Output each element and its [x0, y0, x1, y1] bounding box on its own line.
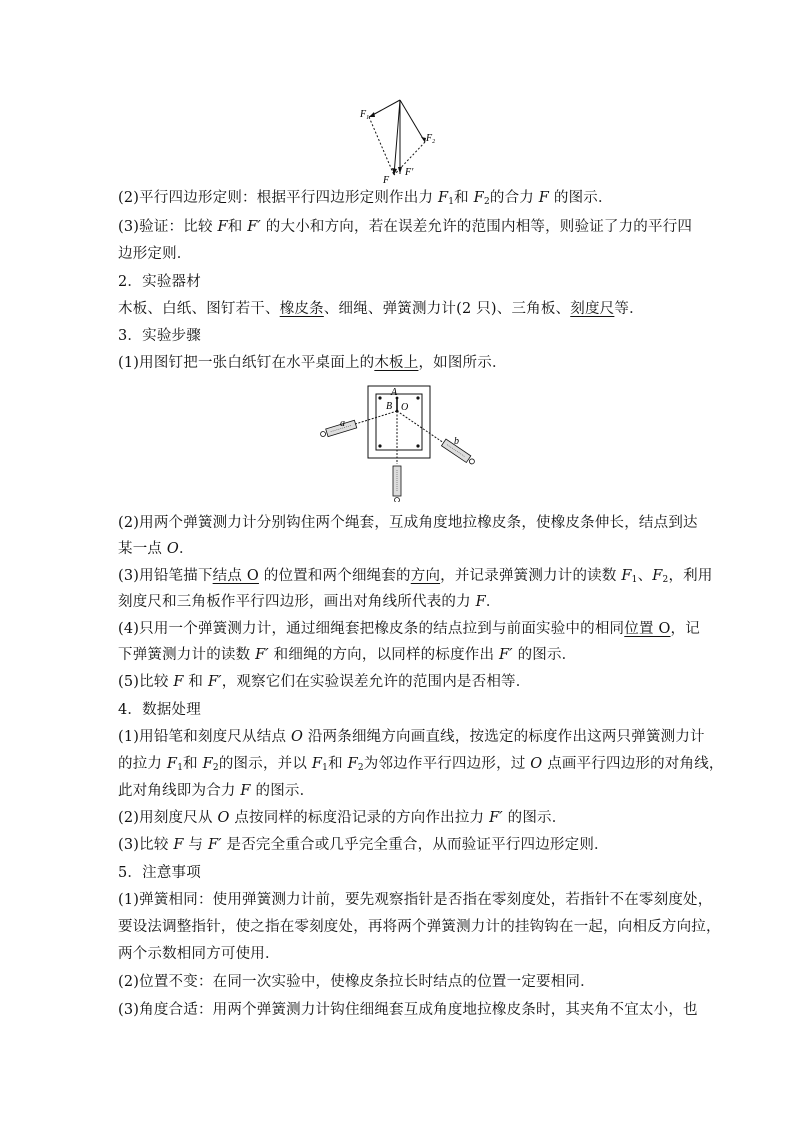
section3-step4-line2: 下弹簧测力计的读数 F′ 和细绳的方向，以同样的标度作出 F′ 的图示． — [118, 647, 577, 663]
section3-step4-line1: (4)只用一个弹簧测力计，通过细绳套把橡皮条的结点拉到与前面实验中的相同位置 O，记 — [118, 621, 700, 637]
spring-scale-bottom — [393, 466, 401, 502]
section2-heading: 2．实验器材 — [118, 274, 201, 290]
f-label: F — [383, 175, 390, 185]
point-b-label: B — [386, 401, 393, 412]
section3-step1: (1)用图钉把一张白纸钉在水平桌面上的木板上，如图所示． — [118, 355, 507, 371]
paper — [376, 394, 422, 450]
f-prime-label: F′ — [405, 167, 414, 178]
section1-item3-line1: (3)验证：比较 F和 F′ 的大小和方向，若在误差允许的范围内相等，则验证了力的平行四 — [118, 219, 693, 235]
board-spring-scales-figure — [318, 384, 478, 502]
section3-step5: (5)比较 F 和 F′，观察它们在实验误差允许的范围内是否相等． — [118, 674, 531, 690]
section4-heading: 4．数据处理 — [118, 702, 201, 718]
section4-p1-line2: 的拉力 $F_1$和 $F_2$的图示，并以 $F_1$和 $F_2$为邻边作平行四边形，过 O 点画平行四边形的对角线， — [118, 756, 724, 773]
section5-note1-line1: (1)弹簧相同：使用弹簧测力计前，要先观察指针是否指在零刻度处，若指针不在零刻度处， — [118, 892, 713, 908]
section3-step2-line2: 某一点 O． — [118, 541, 194, 557]
section4-p3: (3)比较 F 与 F′ 是否完全重合或几乎完全重合，从而验证平行四边形定则． — [118, 837, 609, 853]
section4-p2: (2)用刻度尺从 O 点按同样的标度沿记录的方向作出拉力 F′ 的图示． — [118, 810, 567, 826]
section3-step3-line2: 刻度尺和三角板作平行四边形，画出对角线所代表的力 F． — [118, 594, 501, 610]
force-parallelogram-figure — [355, 95, 445, 185]
section3-step3-line1: (3)用铅笔描下结点 O 的位置和两个细绳套的方向，并记录弹簧测力计的读数 $F_1$、$F_2$，利用 — [118, 568, 713, 585]
rope-b-label: b — [454, 436, 459, 447]
section1-item2: (2)平行四边形定则：根据平行四边形定则作出力 $F_1$和 $F_2$的合力 F 的图示． — [118, 190, 613, 207]
section5-note3: (3)角度合适：用两个弹簧测力计钩住细绳套互成角度地拉橡皮条时，其夹角不宜太小，也 — [118, 1002, 698, 1018]
point-a-label: A — [391, 387, 398, 398]
section5-heading: 5．注意事项 — [118, 865, 201, 881]
section4-p1-line1: (1)用铅笔和刻度尺从结点 O 沿两条细绳方向画直线，按选定的标度作出这两只弹簧测力计 — [118, 729, 705, 745]
resultant-f-vector — [394, 100, 400, 175]
section5-note1-line2: 要设法调整指针，使之指在零刻度处，再将两个弹簧测力计的挂钩钩在一起，向相反方向拉， — [118, 919, 721, 935]
section5-note1-line3: 两个示数相同方可使用． — [118, 946, 280, 962]
f1-label: $F_1$ — [360, 109, 370, 121]
section5-note2: (2)位置不变：在同一次实验中，使橡皮条拉长时结点的位置一定要相同． — [118, 974, 595, 990]
rope-a-label: a — [340, 418, 345, 429]
point-o-label: O — [401, 402, 409, 413]
section4-p1-line3: 此对角线即为合力 F 的图示． — [118, 783, 315, 799]
section2-text: 木板、白纸、图钉若干、橡皮条、细绳、弹簧测力计(2 只)、三角板、刻度尺等． — [118, 301, 644, 317]
section3-step2-line1: (2)用两个弹簧测力计分别钩住两个绳套，互成角度地拉橡皮条，使橡皮条伸长，结点到达 — [118, 515, 698, 531]
section1-item3-line2: 边形定则． — [118, 246, 192, 262]
f2-label: $F_2$ — [426, 133, 436, 145]
spring-scale-a — [319, 420, 356, 438]
f2-vector — [400, 100, 425, 142]
section3-heading: 3．实验步骤 — [118, 328, 201, 344]
